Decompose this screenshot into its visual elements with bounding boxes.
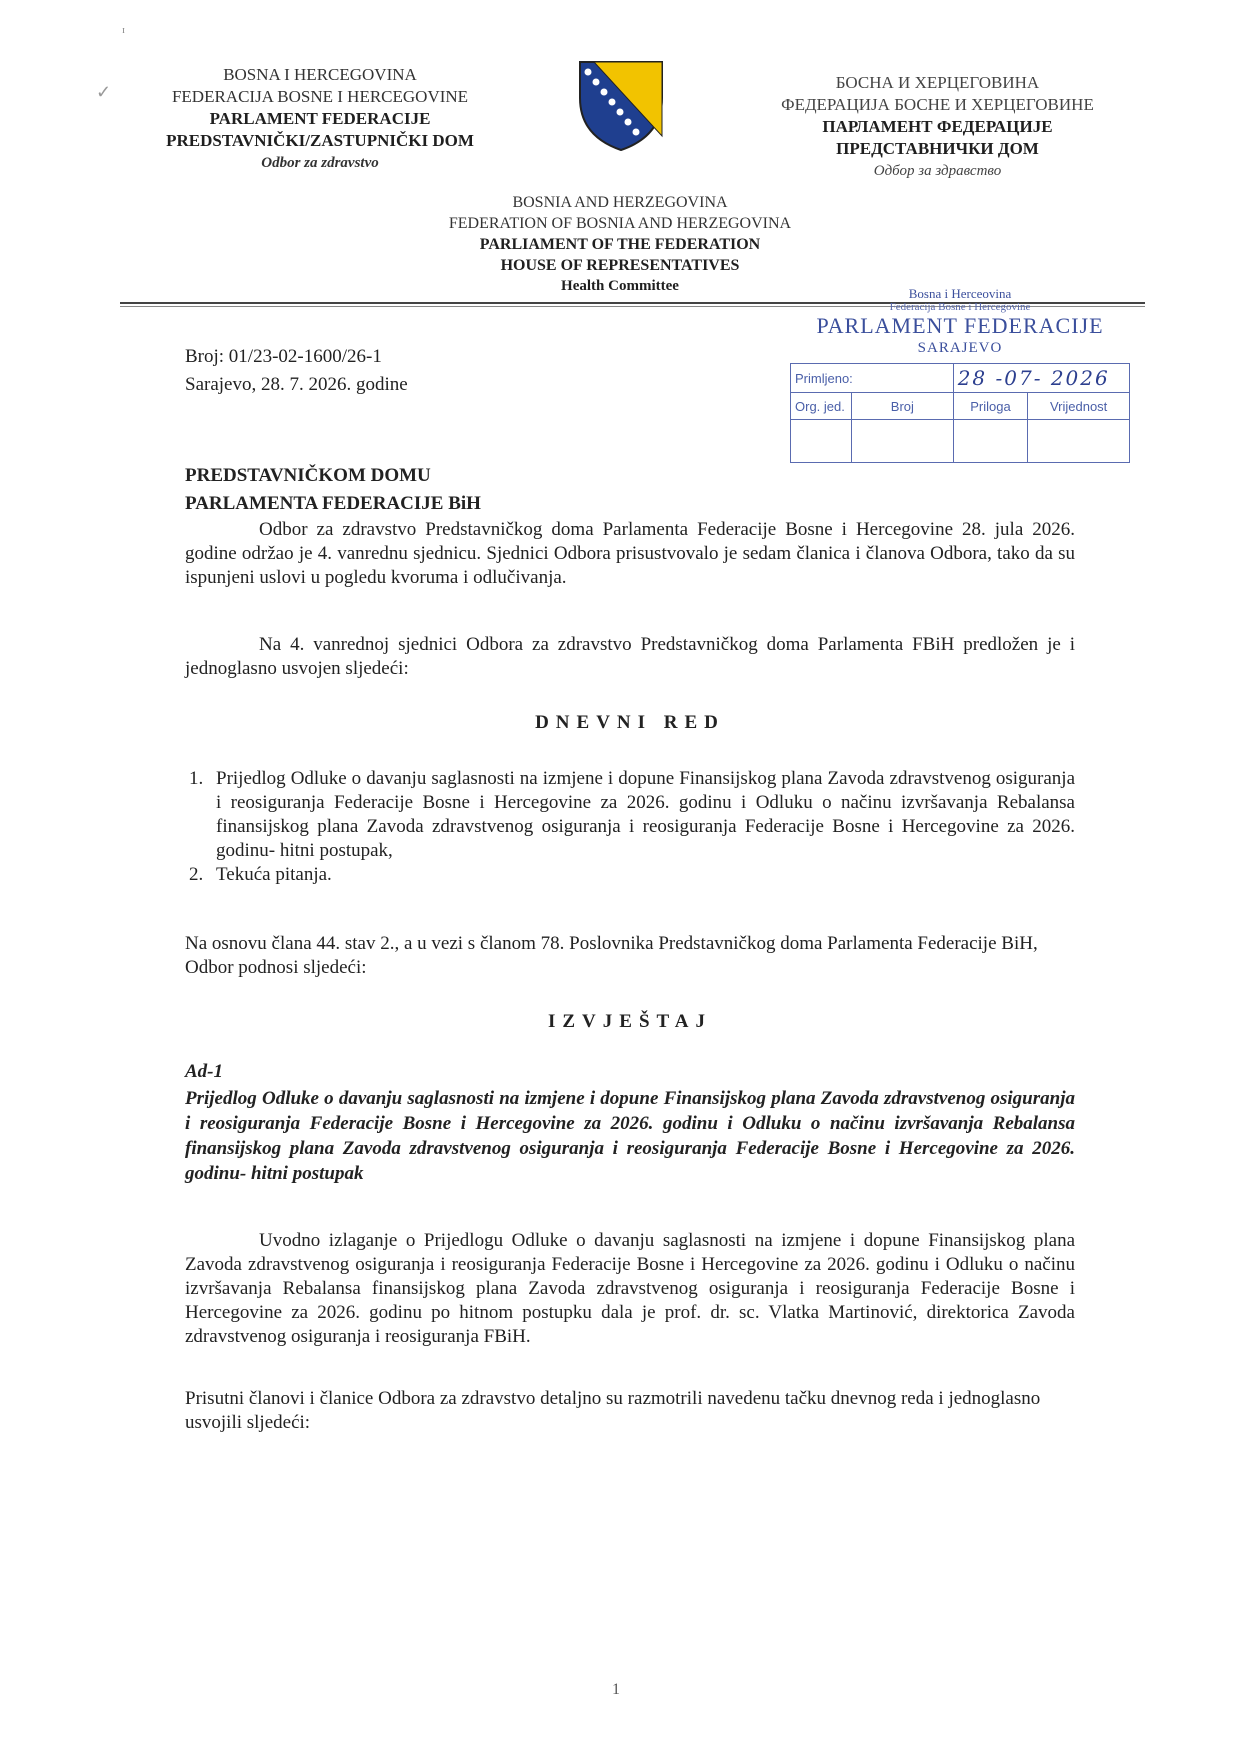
document-date: Sarajevo, 28. 7. 2026. godine [185, 374, 408, 395]
header-right-line3: ПАРЛАМЕНТ ФЕДЕРАЦИЈЕ [822, 117, 1053, 136]
agenda-title: DNEVNI RED [535, 712, 725, 733]
header-left-line1: BOSNA I HERCEGOVINA [223, 65, 417, 84]
header-right-cyrillic [745, 72, 1130, 182]
coat-of-arms-emblem [576, 58, 666, 154]
pencil-mark: ᶦ [122, 22, 125, 42]
stamp-cell [953, 420, 1028, 463]
header-right-line2: ФЕДЕРАЦИЈА БОСНЕ И ХЕРЦЕГОВИНЕ [781, 95, 1094, 114]
received-stamp [790, 286, 1130, 463]
page-number: 1 [612, 1681, 620, 1698]
stamp-cell [791, 420, 852, 463]
header-center-line5: Health Committee [561, 278, 679, 294]
header-right-line5: Одбор за здравство [873, 163, 1002, 179]
header-right-line1: БОСНА И ХЕРЦЕГОВИНА [835, 73, 1040, 92]
stamp-cell [1028, 420, 1130, 463]
header-center-line1: BOSNIA AND HERZEGOVINA [512, 194, 728, 211]
stamp-line4: SARAJEVO [917, 340, 1003, 356]
header-left-line5: Odbor za zdravstvo [261, 155, 379, 171]
ad-1-label: Ad-1 [185, 1061, 223, 1082]
stamp-col-vrijednost: Vrijednost [1028, 393, 1130, 420]
recipient-line1: PREDSTAVNIČKOM DOMU [185, 465, 431, 486]
report-title: IZVJEŠTAJ [547, 1011, 712, 1032]
header-left-latin [140, 64, 500, 174]
stamp-received-date: 28 -07- 2026 [953, 364, 1129, 393]
header-center-english [360, 192, 880, 297]
agenda-item-2: 2. Tekuća pitanja. [208, 863, 1075, 887]
stamp-col-org: Org. jed. [791, 393, 852, 420]
paragraph-agenda-adopted: Na 4. vanrednoj sjednici Odbora za zdravstvo Predstavničkog doma Parlamenta FBiH predložen je i jednoglasno usvojen sljedeći: [185, 634, 1075, 679]
paragraph-members-adopted: Prisutni članovi i članice Odbora za zdravstvo detaljno su razmotrili navedenu tačku dnevnog reda i jednoglasno usvojili sljedeći: [185, 1388, 1041, 1433]
agenda-list [168, 767, 1075, 887]
header-left-line2: FEDERACIJA BOSNE I HERCEGOVINE [171, 87, 469, 106]
stamp-line2: Federacija Bosne i Hercegovine [889, 301, 1031, 313]
recipient-block [185, 462, 481, 518]
stamp-cell [852, 420, 954, 463]
header-right-line4: ПРЕДСТАВНИЧКИ ДОМ [836, 139, 1039, 158]
header-center-line3: PARLIAMENT OF THE FEDERATION [479, 236, 761, 253]
stamp-line3: PARLAMENT FEDERACIJE [816, 313, 1104, 338]
header-left-line3: PARLAMENT FEDERACIJE [209, 109, 431, 128]
stamp-col-priloga: Priloga [953, 393, 1028, 420]
ad-1-title: Prijedlog Odluke o davanju saglasnosti na izmjene i dopune Finansijskog plana Zavoda zdravstvenog osiguranja i reosiguranja Federacije Bosne i Hercegovine za 2026. godinu i Odluku o načinu izvršavanja Rebalansa finansijskog plana Zavoda zdravstvenog osiguranja i reosiguranja Federacije Bosne i Hercegovine za 2026. godinu- hitni postupak [185, 1088, 1075, 1184]
stamp-col-broj: Broj [852, 393, 954, 420]
agenda-item-1: 1. Prijedlog Odluke o davanju saglasnosti na izmjene i dopune Finansijskog plana Zavoda zdravstvenog osiguranja i reosiguranja Federacije Bosne i Hercegovine za 2026. godinu i Odluku o načinu izvršavanja Rebalansa finansijskog plana Zavoda zdravstvenog osiguranja i reosiguranja Federacije Bosne i Hercegovine za 2026. godinu- hitni postupak, [208, 767, 1075, 863]
header-center-line4: HOUSE OF REPRESENTATIVES [500, 257, 740, 274]
paragraph-introductory-presentation: Uvodno izlaganje o Prijedlogu Odluke o davanju saglasnosti na izmjene i dopune Finansijskog plana Zavoda zdravstvenog osiguranja i reosiguranja Federacije Bosne i Hercegovine za 2026. godinu i Odluku o načinu izvršavanja Rebalansa finansijskog plana Zavoda zdravstvenog osiguranja i reosiguranja Federacije Bosne i Hercegovine za 2026. godinu po hitnom postupku dala je prof. dr. sc. Vlatka Martinović, direktorica Zavoda zdravstvenog osiguranja i reosiguranja FBiH. [185, 1230, 1075, 1347]
document-number: Broj: 01/23-02-1600/26-1 [185, 346, 382, 367]
paragraph-intro: Odbor za zdravstvo Predstavničkog doma Parlamenta Federacije Bosne i Hercegovine 28. jula 2026. godine održao je 4. vanrednu sjednicu. Sjednici Odbora prisustvovalo je sedam članica i članova Odbora, tako da su ispunjeni uslovi u pogledu kvoruma i odlučivanja. [185, 519, 1075, 588]
paragraph-legal-basis: Na osnovu člana 44. stav 2., a u vezi s članom 78. Poslovnika Predstavničkog doma Parlamenta Federacije BiH, Odbor podnosi sljedeći: [185, 933, 1038, 978]
stamp-line1: Bosna i Herceovina [908, 286, 1012, 301]
stamp-received-label: Primljeno: [791, 364, 954, 393]
header-center-line2: FEDERATION OF BOSNIA AND HERZEGOVINA [448, 215, 792, 232]
recipient-line2: PARLAMENTA FEDERACIJE BiH [185, 493, 481, 514]
header-left-line4: PREDSTAVNIČKI/ZASTUPNIČKI DOM [166, 131, 474, 150]
pencil-check-mark: ✓ [96, 82, 112, 102]
stamp-table [790, 363, 1130, 463]
